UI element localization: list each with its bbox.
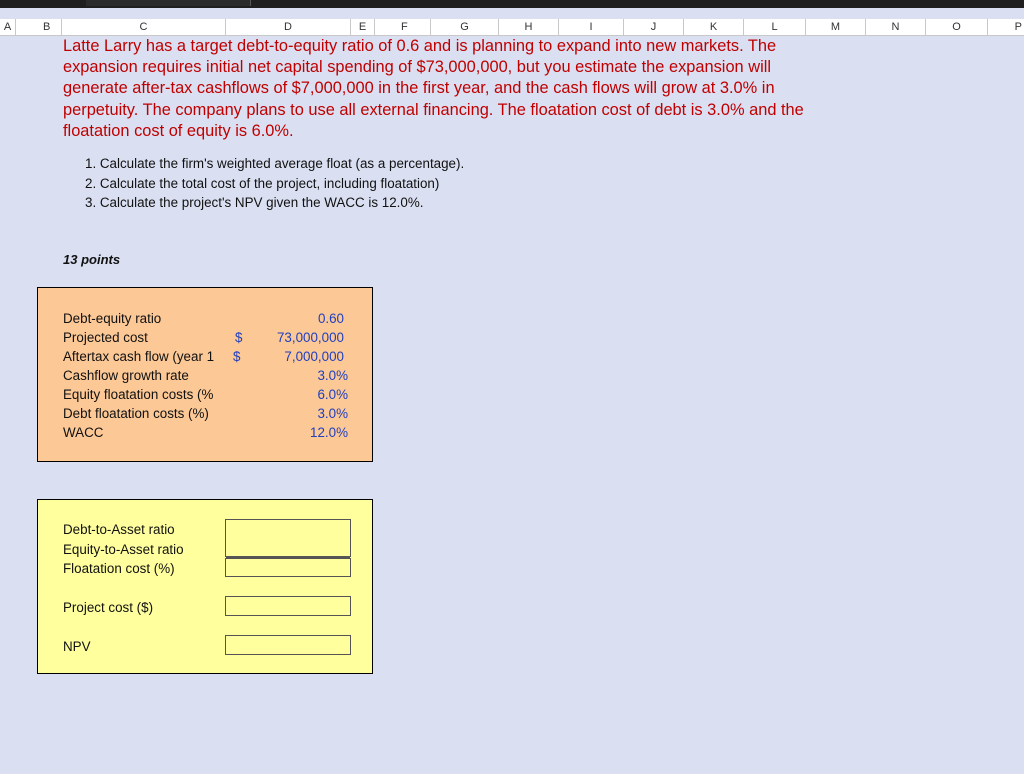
given-value-cell[interactable]: 3.0% <box>317 406 348 421</box>
floatation-cost-label: Floatation cost (%) <box>63 561 175 576</box>
column-header-f[interactable]: F <box>375 19 431 35</box>
given-label: Cashflow growth rate <box>63 368 189 383</box>
column-header-m[interactable]: M <box>806 19 866 35</box>
given-label: WACC <box>63 425 104 440</box>
given-label: Aftertax cash flow (year 1 <box>63 349 215 364</box>
column-header-l[interactable]: L <box>744 19 806 35</box>
task-item: 3. Calculate the project's NPV given the WACC is 12.0%. <box>85 195 424 210</box>
column-header-bar <box>0 19 1024 36</box>
given-value-cell[interactable]: 73,000,000 <box>276 330 344 345</box>
given-label: Debt floatation costs (%) <box>63 406 209 421</box>
given-value-cell[interactable]: 0.60 <box>317 311 344 326</box>
column-header-h[interactable]: H <box>499 19 559 35</box>
npv-input[interactable] <box>225 635 351 655</box>
project-cost-label: Project cost ($) <box>63 600 154 615</box>
floatation-cost-input[interactable] <box>225 558 351 577</box>
ratio-input-cells[interactable] <box>225 519 351 557</box>
given-value-cell[interactable]: 7,000,000 <box>284 349 344 364</box>
given-label: Projected cost <box>63 330 148 345</box>
equity-to-asset-label: Equity-to-Asset ratio <box>63 542 184 557</box>
given-value-cell[interactable]: 3.0% <box>317 368 348 383</box>
task-item: 1. Calculate the firm's weighted average float (as a percentage). <box>85 156 465 171</box>
top-toolbar-strip <box>0 0 1024 8</box>
given-label: Equity floatation costs (% <box>63 387 214 402</box>
task-item: 2. Calculate the total cost of the project, including floatation) <box>85 175 440 191</box>
given-label: Debt-equity ratio <box>63 311 162 326</box>
npv-label: NPV <box>63 639 91 654</box>
points-label: 13 points <box>63 252 121 267</box>
given-value-cell[interactable]: 6.0% <box>317 387 348 402</box>
column-header-j[interactable]: J <box>624 19 684 35</box>
column-header-g[interactable]: G <box>431 19 499 35</box>
problem-statement: Latte Larry has a target debt-to-equity ratio of 0.6 and is planning to expand into new markets. The expansion requires initial net capital spending of $73,000,000, but you estimate the expansion will generate after-tax cashflows of $7,000,000 in the first year, and the cash flows will grow at 3.0% in perpetuity. The company plans to use all external financing. The floatation cost of debt is 3.0% and the floatation cost of equity is 6.0%. <box>63 37 804 140</box>
answer-box <box>37 499 373 674</box>
column-header-c[interactable]: C <box>62 19 226 35</box>
column-header-a[interactable]: A <box>0 19 16 35</box>
column-header-i[interactable]: I <box>559 19 624 35</box>
given-value-cell[interactable]: 12.0% <box>310 425 348 440</box>
debt-to-asset-label: Debt-to-Asset ratio <box>63 522 175 537</box>
project-cost-input[interactable] <box>225 596 351 616</box>
given-data-box <box>37 287 373 462</box>
task-list <box>85 154 464 213</box>
column-header-d[interactable]: D <box>226 19 351 35</box>
column-header-b[interactable]: B <box>16 19 62 35</box>
sheet-tab[interactable] <box>86 0 251 6</box>
column-header-p[interactable]: P <box>1014 21 1022 33</box>
column-header-o[interactable]: O <box>926 19 988 35</box>
currency-symbol: $ <box>235 330 243 345</box>
column-header-k[interactable]: K <box>684 19 744 35</box>
column-header-n[interactable]: N <box>866 19 926 35</box>
currency-symbol: $ <box>233 349 241 364</box>
column-header-e[interactable]: E <box>351 19 375 35</box>
